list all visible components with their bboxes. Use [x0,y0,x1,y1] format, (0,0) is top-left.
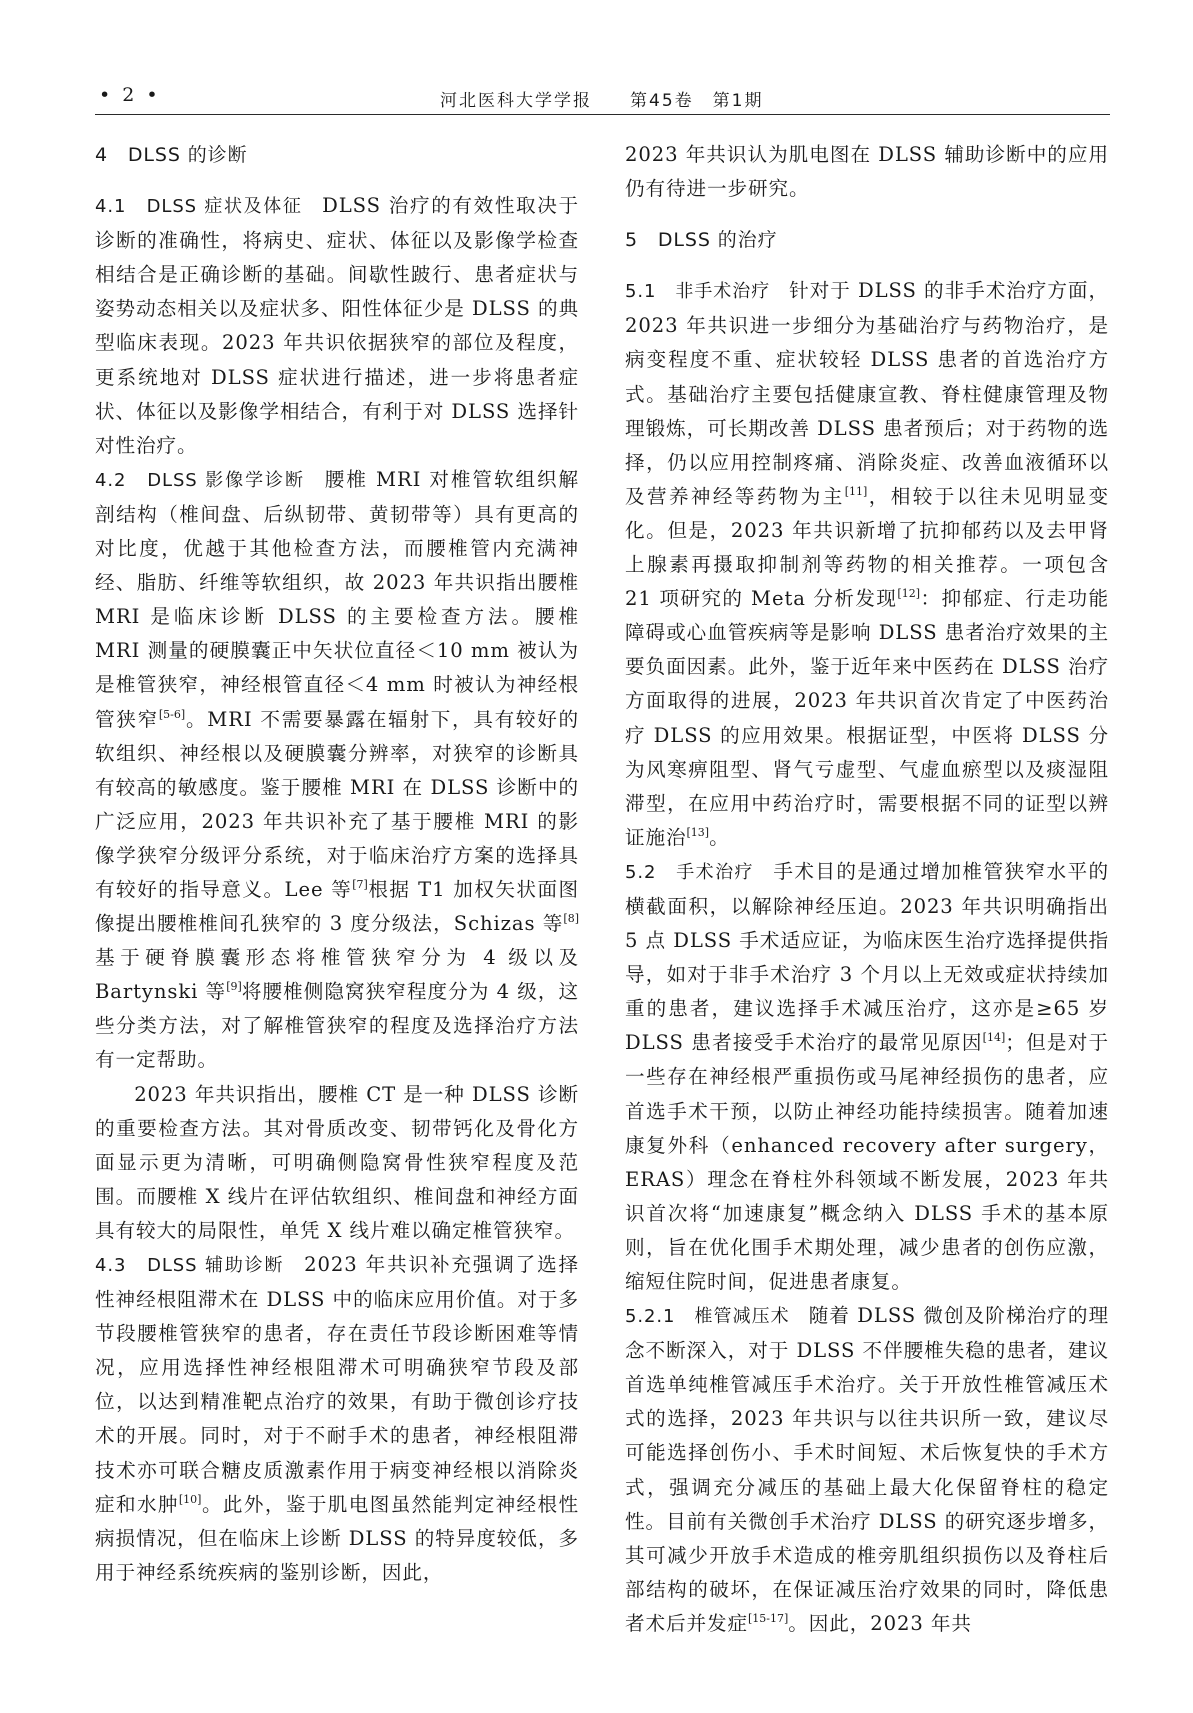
citation-7: [7] [352,877,368,891]
paragraph-5-2-1 [625,1299,1109,1641]
paragraph-5-1-text-c: ：抑郁症、行走功能障碍或心血管疾病等是影响 DLSS 患者治疗效果的主要负面因素。此外，鉴于近年来中医药在 DLSS 治疗方面取得的进展，2023 年共识首次肯定了中医药治疗 DLSS 的应用效果。根据证型，中医将 DLSS 分为风寒痹阻型、肾气亏虚型、气虚血瘀型以及痰湿阻滞型，在应用中药治疗时，需要根据不同的证型以辨证施治 [625,587,1109,849]
right-column [625,138,1109,1641]
citation-13: [13] [686,825,710,839]
paragraph-4-3-text-a: 2023 年共识补充强调了选择性神经根阻滞术在 DLSS 中的临床应用价值。对于多节段腰椎管狭窄的患者，存在责任节段诊断困难等情况，应用选择性神经根阻滞术可明确狭窄节段及部位，以达到精准靶点治疗的效果，有助于微创诊疗技术的开展。同时，对于不耐手术的患者，神经根阻滞技术亦可联合糖皮质激素作用于病变神经根以消除炎症和水肿 [95,1253,580,1516]
paragraph-5-1-text-d: 。 [709,825,730,849]
paragraph-5-1-text-b: ，相较于以往未见明显变化。但是，2023 年共识新增了抗抑郁药以及去甲肾上腺素再摄取抑制剂等药物的相关推荐。一项包含 21 项研究的 Meta 分析发现 [625,484,1109,611]
paragraph-4-3-continued: 2023 年共识认为肌电图在 DLSS 辅助诊断中的应用仍有待进一步研究。 [625,143,1109,201]
journal-title: 河北医科大学学报 第45卷 第1期 [440,91,764,111]
running-header [95,82,1110,115]
section-5-title: 5 DLSS 的治疗 [625,229,778,252]
subsection-4-1-heading: 4.1 DLSS 症状及体征 [95,196,323,218]
paragraph-5-2-text-a: 手术目的是通过增加椎管狭窄水平的横截面积，以解除神经压迫。2023 年共识明确指出 5 点 DLSS 手术适应证，为临床医生治疗选择提供指导，如对于非手术治疗 3 个月以上无效或症状持续加重的患者，建议选择手术减压治疗，这亦是≥65 岁 DLSS 患者接受手术治疗的最常见原因 [625,859,1109,1055]
citation-11: [11] [844,484,868,498]
paragraph-4-3 [95,1248,579,1590]
citation-14: [14] [982,1031,1006,1045]
paragraph-5-2-1-text-a: 随着 DLSS 微创及阶梯治疗的理念不断深入，对于 DLSS 不伴腰椎失稳的患者，建议首选单纯椎管减压手术治疗。关于开放性椎管减压术式的选择，2023 年共识与以往共识所一致，建议尽可能选择创伤小、手术时间短、术后恢复快的手术方式，强调充分减压的基础上最大化保留脊柱的稳定性。目前有关微创手术治疗 DLSS 的研究逐步增多，其可减少开放手术造成的椎旁肌组织损伤以及脊柱后部结构的破坏，在保证减压治疗效果的同时，降低患者术后并发症 [625,1304,1109,1635]
citation-12: [12] [897,587,921,601]
subsection-4-3-heading: 4.3 DLSS 辅助诊断 [95,1255,305,1276]
subsection-5-2-1-heading: 5.2.1 椎管减压术 [625,1306,809,1328]
paragraph-5-2 [625,855,1109,1299]
paragraph-4-2-text-a: 腰椎 MRI 对椎管软组织解剖结构（椎间盘、后纵韧带、黄韧带等）具有更高的对比度，优越于其他检查方法，而腰椎管内充满神经、脂肪、纤维等软组织，故 2023 年共识指出腰椎 MRI 是临床诊断 DLSS 的主要检查方法。腰椎 MRI 测量的硬膜囊正中矢状位直径＜10 mm 被认为是椎管狭窄，神经根管直径＜4 mm 时被认为神经根管狭窄 [95,467,579,731]
paragraph-4-1 [95,189,579,463]
citation-10: [10] [178,1492,202,1506]
citation-9: [9] [226,980,242,994]
paragraph-5-2-text-b: ；但是对于一些存在神经根严重损伤或马尾神经损伤的患者，应首选手术干预，以防止神经功能持续损害。随着加速康复外科（enhanced recovery after surgery，ERAS）理念在脊柱外科领域不断发展，2023 年共识首次将“加速康复”概念纳入 DLSS 手术的基本原则，旨在优化围手术期处理，减少患者的创伤应激，缩短住院时间，促进患者康复。 [625,1031,1109,1293]
subsection-5-2-heading: 5.2 手术治疗 [625,861,774,883]
subsection-4-2-heading: 4.2 DLSS 影像学诊断 [95,469,325,491]
subsection-5-1-heading: 5.1 非手术治疗 [625,281,790,303]
paragraph-5-1 [625,274,1109,855]
paragraph-4-2-text-e: 将腰椎侧隐窝狭窄程度分为 4 级，这些分类方法，对了解椎管狭窄的程度及选择治疗方法有一定帮助。 [95,980,579,1072]
citation-5-6: [5-6] [158,707,186,721]
paragraph-4-3-text-b: 。此外，鉴于肌电图虽然能判定神经根性病损情况，但在临床上诊断 DLSS 的特异度较低，多用于神经系统疾病的鉴别诊断，因此， [95,1492,579,1584]
paragraph-5-2-1-text-b: 。因此，2023 年共 [788,1611,972,1635]
paragraph-4-2 [95,463,579,1078]
citation-8: [8] [563,912,579,926]
paragraph-5-1-text-a: 针对于 DLSS 的非手术治疗方面，2023 年共识进一步细分为基础治疗与药物治疗，是病变程度不重、症状较轻 DLSS 患者的首选治疗方式。基础治疗主要包括健康宣教、脊柱健康管理及物理锻炼，可长期改善 DLSS 患者预后；对于药物的选择，仍以应用控制疼痛、消除炎症、改善血液循环以及营养神经等药物为主 [625,279,1109,508]
paragraph-4-2-text-c: 根据 T1 加权矢状面图像提出腰椎椎间孔狭窄的 3 度分级法，Schizas 等 [95,877,580,936]
left-column [95,138,579,1590]
paragraph-4-2-text-b: 。MRI 不需要暴露在辐射下，具有较好的软组织、神经根以及硬膜囊分辨率，对狭窄的诊断具有较高的敏感度。鉴于腰椎 MRI 在 DLSS 诊断中的广泛应用，2023 年共识补充了基于腰椎 MRI 的影像学狭窄分级评分系统，对于临床治疗方案的选择具有较好的指导意义。Lee 等 [95,707,579,901]
page-number: • 2 • [99,84,161,106]
paragraph-4-1-text: DLSS 治疗的有效性取决于诊断的准确性，将病史、症状、体征以及影像学检查相结合是正确诊断的基础。间歇性跛行、患者症状与姿势动态相关以及症状多、阳性体征少是 DLSS 的典型临床表现。2023 年共识依据狭窄的部位及程度，更系统地对 DLSS 症状进行描述，进一步将患者症状、体征以及影像学相结合，有利于对 DLSS 选择针对性治疗。 [95,194,579,457]
paragraph-ct: 2023 年共识指出，腰椎 CT 是一种 DLSS 诊断的重要检查方法。其对骨质改变、韧带钙化及骨化方面显示更为清晰，可明确侧隐窝骨性狭窄程度及范围。而腰椎 X 线片在评估软组织、椎间盘和神经方面具有较大的局限性，单凭 X 线片难以确定椎管狭窄。 [95,1082,579,1242]
section-4-title: 4 DLSS 的诊断 [95,144,248,166]
citation-15-17: [15-17] [747,1611,789,1625]
paragraph-4-2-text-d: 基于硬脊膜囊形态将椎管狭窄分为 4 级以及 Bartynski 等 [95,946,579,1004]
